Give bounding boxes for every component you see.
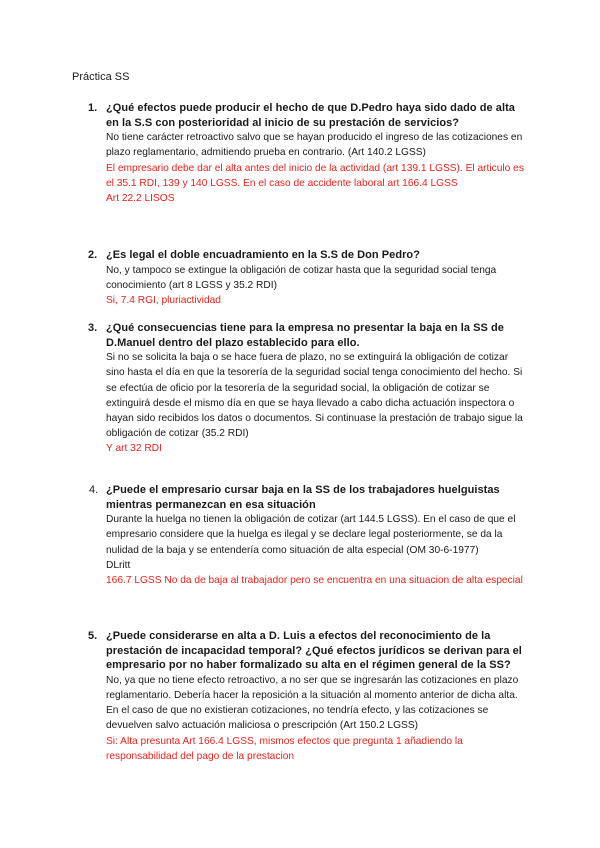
correction-text: 166.7 LGSS No da de baja al trabajador pero se encuentra en una situacion de alta especial — [106, 575, 523, 586]
question-text: ¿Puede considerarse en alta a D. Luis a efectos del reconocimiento de la prestación de incapacidad temporal? ¿Qué efectos jurídicos se derivan para el empresario por no haber formalizado su alta en el régimen general de la SS? — [106, 630, 522, 672]
question-text: ¿Qué efectos puede producir el hecho de que D.Pedro haya sido dado de alta en la S.S con posterioridad al inicio de su prestación de servicios? — [106, 102, 515, 129]
correction-text: Art 22.2 LISOS — [106, 193, 175, 204]
question-item — [88, 321, 528, 457]
correction-text: Si: Alta presunta Art 166.4 LGSS, mismos efectos que pregunta 1 añadiendo la responsabilidad del pago de la prestacion — [106, 735, 463, 762]
answer-text: Si no se solicita la baja o se hace fuera de plazo, no se extinguirá la obligación de cotizar sino hasta el día en que la tesorería de la seguridad social tenga conocimiento del hecho. Si se efectúa de oficio por la tesorería de la seguridad social, la obligación de cotizar se extinguirá desde el mismo día en que se haya llevado a cabo dicha actuación inspectora o hayan sido recibidos los datos o documentos. Si continuase la prestación de trabajo sigue la obligación de cotizar (35.2 RDI) — [106, 352, 523, 440]
answer-text: No, ya que no tiene efecto retroactivo, a no ser que se ingresarán las cotizaciones en plazo reglamentario. Debería hacer la reposición a la situación al momento anterior de dicha alta. En el caso de que no existieran cotizaciones, no tendría efecto, y las cotizaciones se devuelven salvo actuación maliciosa o prescripción (Art 150.2 LGSS) — [106, 674, 519, 732]
question-text: ¿Es legal el doble encuadramiento en la S.S de Don Pedro? — [106, 249, 420, 261]
question-number: 4. — [89, 484, 99, 496]
question-number: 2. — [88, 249, 98, 261]
question-number: 1. — [88, 102, 98, 114]
correction-text: El empresario debe dar el alta antes del inicio de la actividad (art 139.1 LGSS). El articulo es el 35.1 RDI, 139 y 140 LGSS. En el caso de accidente laboral art 166.4 LGSS — [106, 162, 524, 189]
page-title: Práctica SS — [72, 71, 130, 83]
question-text: ¿Qué consecuencias tiene para la empresa no presentar la baja en la SS de D.Manuel dentro del plazo establecido para ello. — [106, 322, 504, 349]
question-item — [88, 101, 528, 206]
question-number: 5. — [88, 630, 98, 642]
answer-text: No, y tampoco se extingue la obligación de cotizar hasta que la seguridad social tenga conocimiento (art 8 LGSS y 35.2 RDI) — [106, 264, 497, 291]
handwritten-note: DLritt — [106, 559, 131, 571]
question-text: ¿Puede el empresario cursar baja en la SS de los trabajadores huelguistas mientras permanezcan en esa situación — [106, 484, 500, 511]
question-item — [88, 483, 528, 588]
correction-text: Y art 32 RDI — [106, 443, 162, 455]
question-number: 3. — [88, 322, 98, 334]
answer-text: Durante la huelga no tienen la obligación de cotizar (art 144.5 LGSS). En el caso de que el empresario considere que la huelga es ilegal y se declare legal posteriormente, se da la nulidad de la baja y se entendería como situación de alta especial (OM 30-6-1977) — [106, 514, 516, 556]
question-item — [88, 629, 528, 764]
answer-text: No tiene carácter retroactivo salvo que se hayan producido el ingreso de las cotizaciones en plazo reglamentario, admitiendo prueba en contrario. (Art 140.2 LGSS) — [106, 132, 523, 159]
question-item — [88, 248, 528, 308]
correction-text: Si, 7.4 RGI, pluriactividad — [106, 295, 221, 306]
